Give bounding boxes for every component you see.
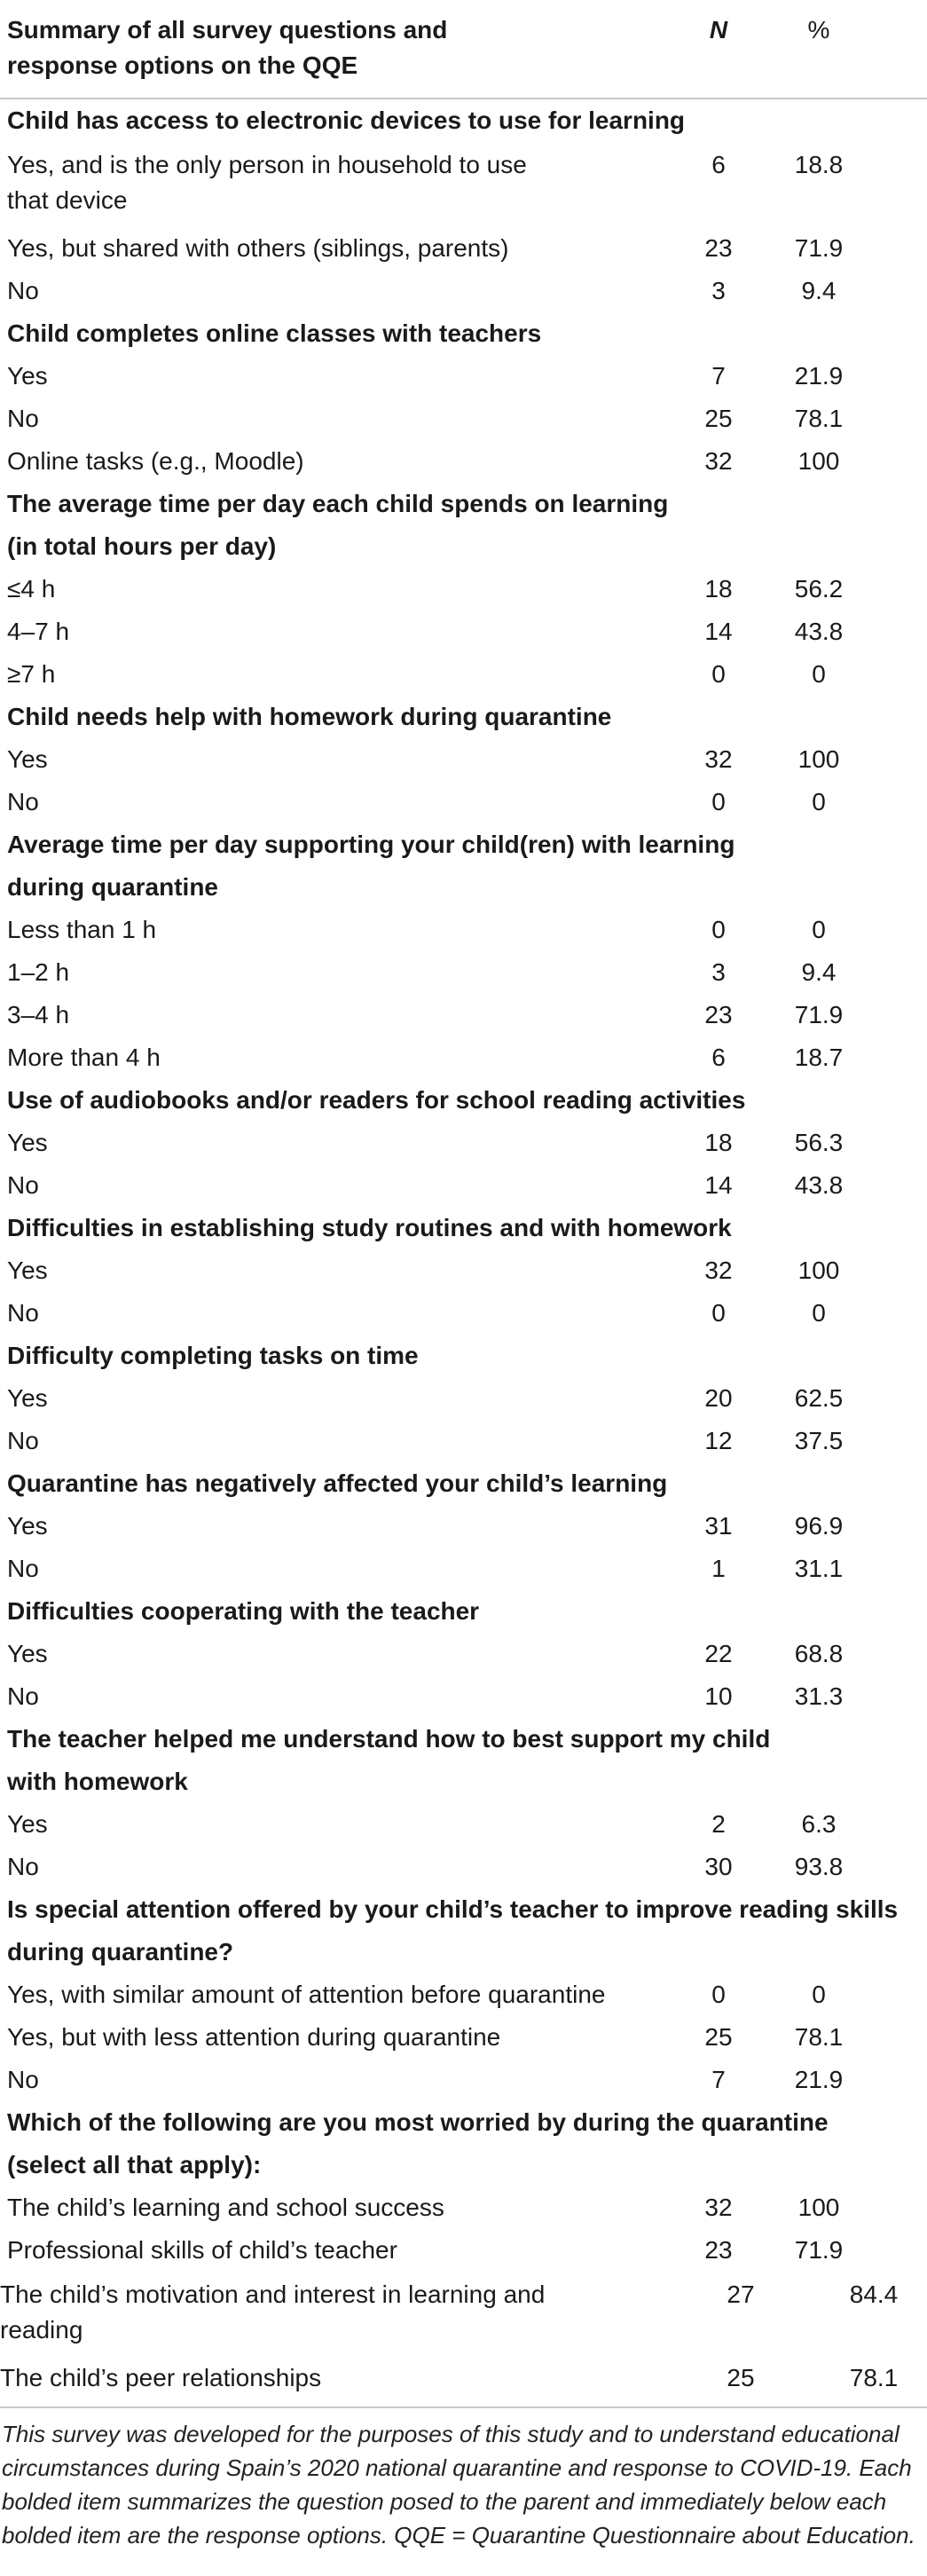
option-label: 1–2 h <box>7 958 70 986</box>
option-n: 23 <box>704 1001 733 1028</box>
option-row <box>0 653 927 696</box>
option-pct: 100 <box>797 447 840 475</box>
option-n: 14 <box>704 618 733 645</box>
option-n: 1 <box>711 1555 726 1582</box>
option-label: Yes, but shared with others (siblings, parents) <box>7 234 509 262</box>
option-label: 3–4 h <box>7 1001 70 1028</box>
option-label: No <box>7 405 39 432</box>
option-label: No <box>7 1299 39 1327</box>
option-n: 22 <box>704 1640 733 1667</box>
option-n: 2 <box>711 1810 726 1838</box>
option-label: Yes, with similar amount of attention before quarantine <box>7 1981 606 2008</box>
option-pct: 6.3 <box>801 1810 837 1838</box>
option-pct: 0 <box>812 916 826 943</box>
option-row <box>0 1420 927 1462</box>
question-row: Which of the following are you most worried by during the quarantine (select all that apply): <box>7 2108 829 2178</box>
question-row: Difficulties in establishing study routines and with homework <box>7 1214 732 1241</box>
question-row: Difficulty completing tasks on time <box>7 1342 419 1369</box>
option-pct: 71.9 <box>794 2236 844 2264</box>
option-n: 0 <box>711 788 726 815</box>
option-n: 7 <box>711 2066 726 2093</box>
option-label: The child’s learning and school success <box>7 2194 444 2221</box>
option-label: Online tasks (e.g., Moodle) <box>7 447 304 475</box>
option-label: No <box>7 1171 39 1199</box>
question-row: Child has access to electronic devices to use for learning <box>7 106 686 134</box>
option-n: 25 <box>704 2023 733 2051</box>
option-row <box>0 227 927 270</box>
option-n: 32 <box>704 2194 733 2221</box>
option-pct: 0 <box>812 788 826 815</box>
option-row <box>0 738 927 781</box>
option-pct: 0 <box>812 660 826 688</box>
option-row <box>0 1505 927 1548</box>
question-row: Child completes online classes with teachers <box>7 319 542 347</box>
option-pct: 21.9 <box>794 2066 844 2093</box>
option-row <box>0 1292 927 1335</box>
question-row: The teacher helped me understand how to best support my child with homework <box>7 1725 771 1795</box>
option-label: No <box>7 1682 39 1710</box>
option-pct: 100 <box>797 1256 840 1284</box>
option-row <box>0 2272 927 2357</box>
option-label: More than 4 h <box>7 1044 161 1071</box>
option-n: 14 <box>704 1171 733 1199</box>
option-pct: 100 <box>797 2194 840 2221</box>
option-row <box>0 2016 927 2059</box>
question-row: Average time per day supporting your child(ren) with learning during quarantine <box>7 831 735 901</box>
option-n: 31 <box>704 1512 733 1540</box>
option-label: No <box>7 1853 39 1880</box>
option-pct: 56.3 <box>794 1129 844 1156</box>
option-label: Yes <box>7 1640 48 1667</box>
option-pct: 43.8 <box>794 618 844 645</box>
option-pct: 37.5 <box>794 1427 844 1454</box>
option-pct: 93.8 <box>794 1853 844 1880</box>
option-n: 25 <box>727 2364 755 2391</box>
option-label: Professional skills of child’s teacher <box>7 2236 397 2264</box>
option-row <box>0 270 927 312</box>
question-row: The average time per day each child spends on learning (in total hours per day) <box>7 490 669 560</box>
option-n: 0 <box>711 916 726 943</box>
option-pct: 0 <box>812 1299 826 1327</box>
option-row <box>0 568 927 611</box>
option-n: 27 <box>727 2281 755 2308</box>
option-label: The child’s motivation and interest in learning and reading <box>0 2281 546 2344</box>
option-label: No <box>7 788 39 815</box>
table-title: Summary of all survey questions and response options on the QQE <box>7 16 448 79</box>
option-label: Yes <box>7 362 48 390</box>
option-n: 0 <box>711 1981 726 2008</box>
option-n: 18 <box>704 1129 733 1156</box>
option-pct: 9.4 <box>801 958 837 986</box>
option-row <box>0 398 927 440</box>
option-pct: 21.9 <box>794 362 844 390</box>
option-label: Yes, and is the only person in household to use that device <box>7 151 527 214</box>
option-n: 30 <box>704 1853 733 1880</box>
option-row <box>0 440 927 483</box>
option-n: 32 <box>704 1256 733 1284</box>
option-label: No <box>7 1555 39 1582</box>
option-label: ≥7 h <box>7 660 56 688</box>
option-label: No <box>7 2066 39 2093</box>
option-pct: 68.8 <box>794 1640 844 1667</box>
option-row <box>0 1249 927 1292</box>
option-row <box>0 1973 927 2016</box>
option-n: 20 <box>704 1384 733 1412</box>
option-n: 10 <box>704 1682 733 1710</box>
option-pct: 78.1 <box>794 405 844 432</box>
option-pct: 18.8 <box>794 151 844 178</box>
option-row <box>0 142 927 227</box>
option-row <box>0 1548 927 1590</box>
option-n: 32 <box>704 447 733 475</box>
option-row <box>0 1803 927 1846</box>
question-row: Quarantine has negatively affected your child’s learning <box>7 1469 668 1497</box>
option-row <box>0 355 927 398</box>
option-pct: 31.3 <box>794 1682 844 1710</box>
option-n: 6 <box>711 1044 726 1071</box>
option-pct: 18.7 <box>794 1044 844 1071</box>
option-n: 3 <box>711 958 726 986</box>
option-row <box>0 1846 927 1888</box>
option-row <box>0 1036 927 1079</box>
option-row <box>0 994 927 1036</box>
option-row <box>0 1633 927 1675</box>
option-label: No <box>7 1427 39 1454</box>
option-row <box>0 1675 927 1718</box>
option-pct: 56.2 <box>794 575 844 603</box>
question-row: Child needs help with homework during quarantine <box>7 703 612 730</box>
option-label: Yes <box>7 1512 48 1540</box>
option-row <box>0 2357 927 2399</box>
option-pct: 84.4 <box>849 2281 899 2308</box>
question-row: Use of audiobooks and/or readers for school reading activities <box>7 1086 746 1114</box>
option-row <box>0 909 927 951</box>
option-row <box>0 611 927 653</box>
option-n: 32 <box>704 745 733 773</box>
option-n: 6 <box>711 151 726 178</box>
option-pct: 43.8 <box>794 1171 844 1199</box>
option-label: Yes <box>7 1384 48 1412</box>
option-label: Yes <box>7 1129 48 1156</box>
option-label: The child’s peer relationships <box>0 2364 322 2391</box>
option-pct: 31.1 <box>794 1555 844 1582</box>
option-row <box>0 1377 927 1420</box>
option-n: 18 <box>704 575 733 603</box>
option-pct: 9.4 <box>801 277 837 304</box>
option-pct: 0 <box>812 1981 826 2008</box>
option-pct: 100 <box>797 745 840 773</box>
option-n: 12 <box>704 1427 733 1454</box>
option-label: ≤4 h <box>7 575 56 603</box>
option-label: Yes <box>7 1256 48 1284</box>
option-row <box>0 2059 927 2101</box>
percent-column-header: % <box>807 16 830 43</box>
table-header <box>0 0 927 99</box>
option-label: No <box>7 277 39 304</box>
option-n: 25 <box>704 405 733 432</box>
n-column-header: N <box>709 16 728 43</box>
option-row <box>0 951 927 994</box>
option-n: 0 <box>711 1299 726 1327</box>
option-label: Yes <box>7 1810 48 1838</box>
option-label: 4–7 h <box>7 618 70 645</box>
option-row <box>0 781 927 823</box>
option-pct: 71.9 <box>794 1001 844 1028</box>
option-pct: 71.9 <box>794 234 844 262</box>
option-label: Yes, but with less attention during quarantine <box>7 2023 501 2051</box>
table-footnote: This survey was developed for the purposes of this study and to understand educational circumstances during Spain’s 2020 national quarantine and response to COVID-19. Each bolded item summarizes the question posed to the parent and immediately below each bolded item are the response options. QQE = Quarantine Questionnaire about Education. <box>2 2421 915 2548</box>
option-n: 23 <box>704 234 733 262</box>
option-n: 3 <box>711 277 726 304</box>
option-pct: 96.9 <box>794 1512 844 1540</box>
option-row <box>0 2229 927 2272</box>
option-row <box>0 1164 927 1207</box>
option-label: Less than 1 h <box>7 916 157 943</box>
option-n: 23 <box>704 2236 733 2264</box>
option-label: Yes <box>7 745 48 773</box>
option-row <box>0 1122 927 1164</box>
option-pct: 78.1 <box>849 2364 899 2391</box>
option-n: 7 <box>711 362 726 390</box>
option-pct: 78.1 <box>794 2023 844 2051</box>
question-row: Difficulties cooperating with the teacher <box>7 1597 480 1625</box>
option-pct: 62.5 <box>794 1384 844 1412</box>
question-row: Is special attention offered by your child’s teacher to improve reading skills during quarantine? <box>7 1895 899 1965</box>
option-row <box>0 2186 927 2229</box>
option-n: 0 <box>711 660 726 688</box>
